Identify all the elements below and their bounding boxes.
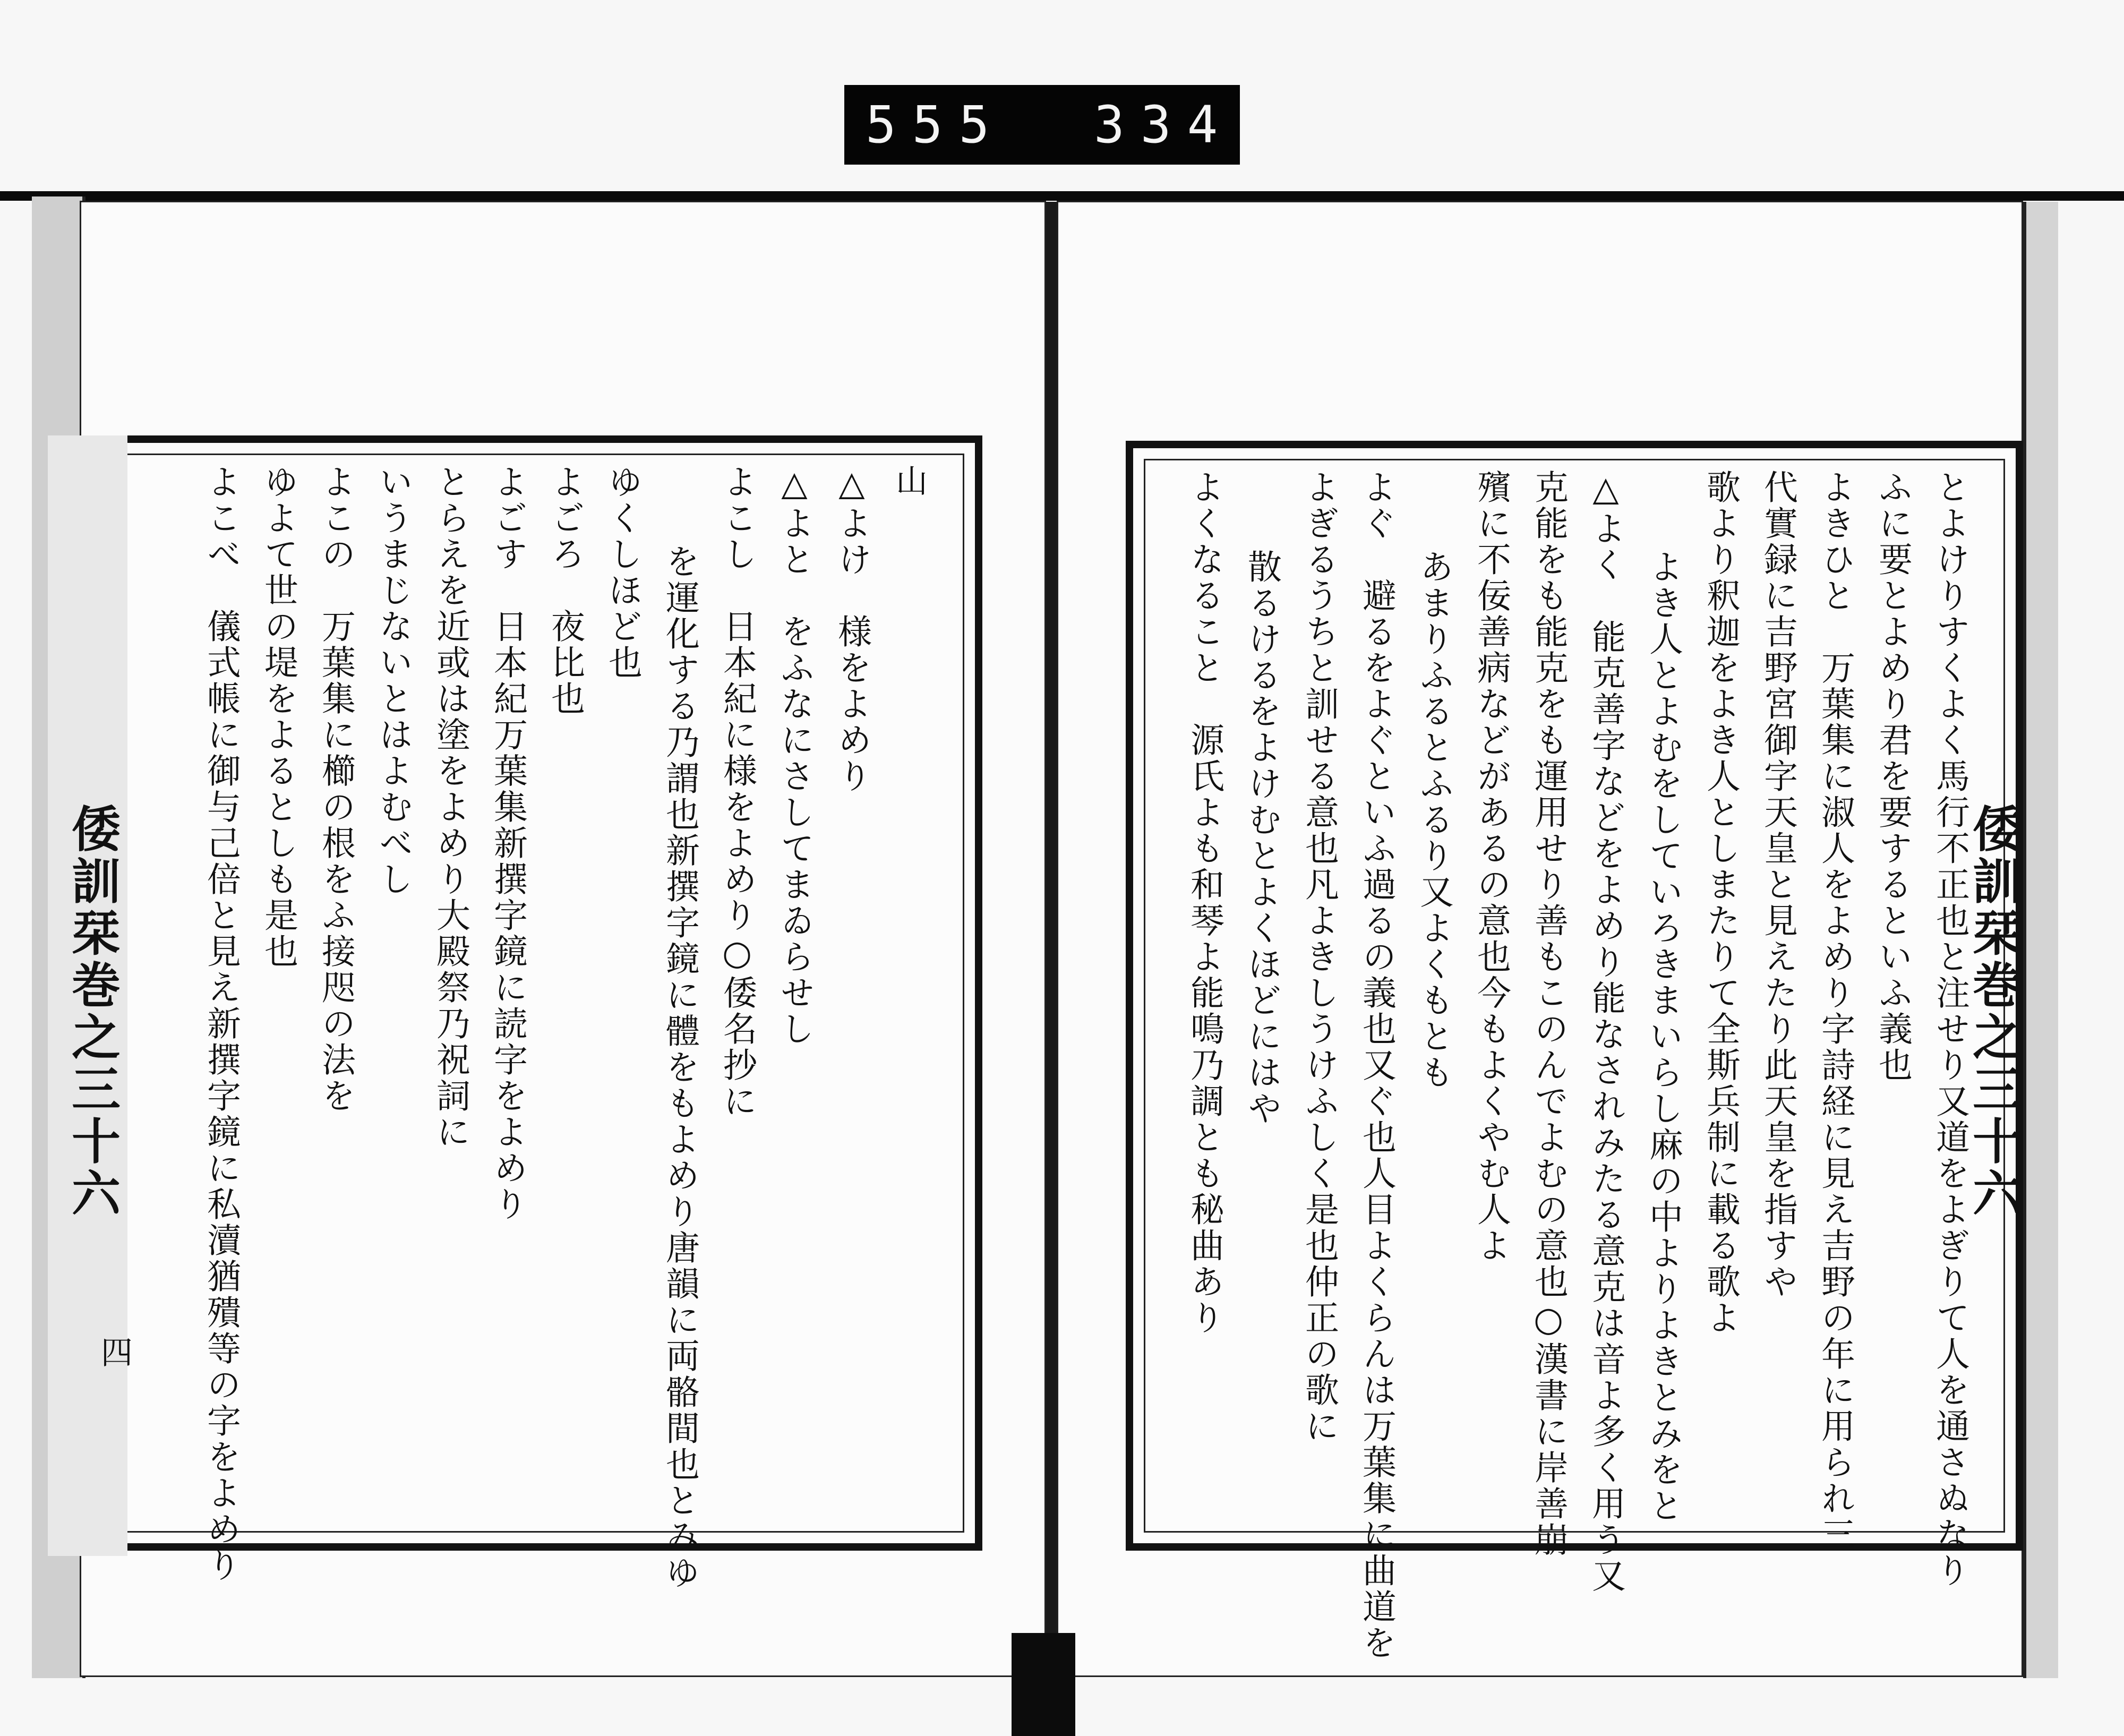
right-col-0: とよけりすくよく馬行不正也と注せり又道をよぎりて人を通さぬなり [1930, 469, 1969, 1589]
stamp-left-number: 555 [866, 95, 1006, 155]
right-text-columns [1170, 469, 1979, 1661]
archive-stamp [844, 85, 1240, 165]
top-edge-line [0, 191, 2124, 201]
book-spine [1046, 202, 1057, 1678]
left-col-4: を運化する乃謂也新撰字鏡に體をもよめり唐韻に両骼間也とみゆ [660, 544, 699, 1591]
left-col-0: 山 [890, 464, 928, 498]
right-col-12: 散るけるをよけむとよくほどにはや [1242, 549, 1281, 1127]
right-col-2: よきひと 万葉集に淑人をよめり字詩経に見え吉野の年に用られ三 [1815, 469, 1855, 1553]
left-margin-title [48, 435, 127, 1556]
left-col-8: とらえを近或は塗をよめり大殿祭乃祝詞に [431, 464, 470, 1150]
left-col-11: ゆよて世の堤をよるとしも是也 [259, 464, 298, 970]
right-col-11: よぎるうちと訓せる意也凡よきしうけふしく是也仲正の歌に [1299, 469, 1339, 1444]
right-col-5: よき人とよむをしていろきまいらし麻の中よりよきとみをと [1643, 549, 1683, 1524]
left-title: 倭訓栞 [64, 803, 121, 960]
right-col-4: 歌より釈迦をよき人としまたりて全斯兵制に載る歌よ [1701, 469, 1740, 1336]
left-volume: 巻之三十六 [64, 960, 121, 1220]
left-text-columns [124, 464, 938, 1591]
right-col-10: よぐ 避るをよぐといふ過るの義也又ぐ也人目よくらんは万葉集に曲道を [1357, 469, 1396, 1661]
left-col-12: よこべ 儀式帳に御与己倍と見え新撰字鏡に私瀆猶殨等の字をよめり [201, 464, 241, 1584]
left-col-10: よこの 万葉集に櫛の根をふ接咫の法を [316, 464, 355, 1114]
left-col-7: よごす 日本紀万葉集新撰字鏡に読字をよめり [488, 464, 527, 1222]
right-col-1: ふに要とよめり君を要するといふ義也 [1873, 469, 1912, 1083]
left-col-9: いうまじないとはよむべし [373, 464, 413, 897]
stamp-right-number: 334 [1094, 95, 1234, 155]
right-text-frame [1126, 441, 2023, 1661]
left-col-1: △よけ 様をよめり [832, 464, 871, 794]
right-col-9: あまりふるとふるり又よくもとも [1414, 549, 1453, 1091]
left-col-5: ゆくしほど也 [603, 464, 642, 681]
right-col-6: △よく 能克善字などをよめり能なされみたる意克は音よ多く用う又 [1586, 469, 1625, 1594]
right-title: 倭訓栞 [1965, 803, 2022, 960]
right-volume: 巻之三十六 [1965, 960, 2022, 1220]
left-col-6: よごろ 夜比也 [545, 464, 585, 717]
left-col-2: △よと をふなにさしてまゐらせし [775, 464, 814, 1047]
right-margin-title [1949, 435, 2028, 1556]
right-col-3: 代實録に吉野宮御字天皇と見えたり此天皇を指すや [1758, 469, 1797, 1300]
right-col-7: 克能をも能克をも運用せり善もこのんでよむの意也○漢書に岸善崩 [1529, 469, 1568, 1558]
left-page-number: 四 [101, 1335, 133, 1372]
right-col-8: 殯に不佞善病などがあるの意也今もよくやむ人よ [1471, 469, 1511, 1264]
left-text-frame [85, 435, 982, 1591]
left-col-3: よこし 日本紀に様をよめり○倭名抄に [717, 464, 757, 1119]
right-col-13: よくなること 源氏よも和琴よ能鳴乃調とも秘曲あり [1185, 469, 1224, 1336]
binding-block [1012, 1633, 1075, 1736]
